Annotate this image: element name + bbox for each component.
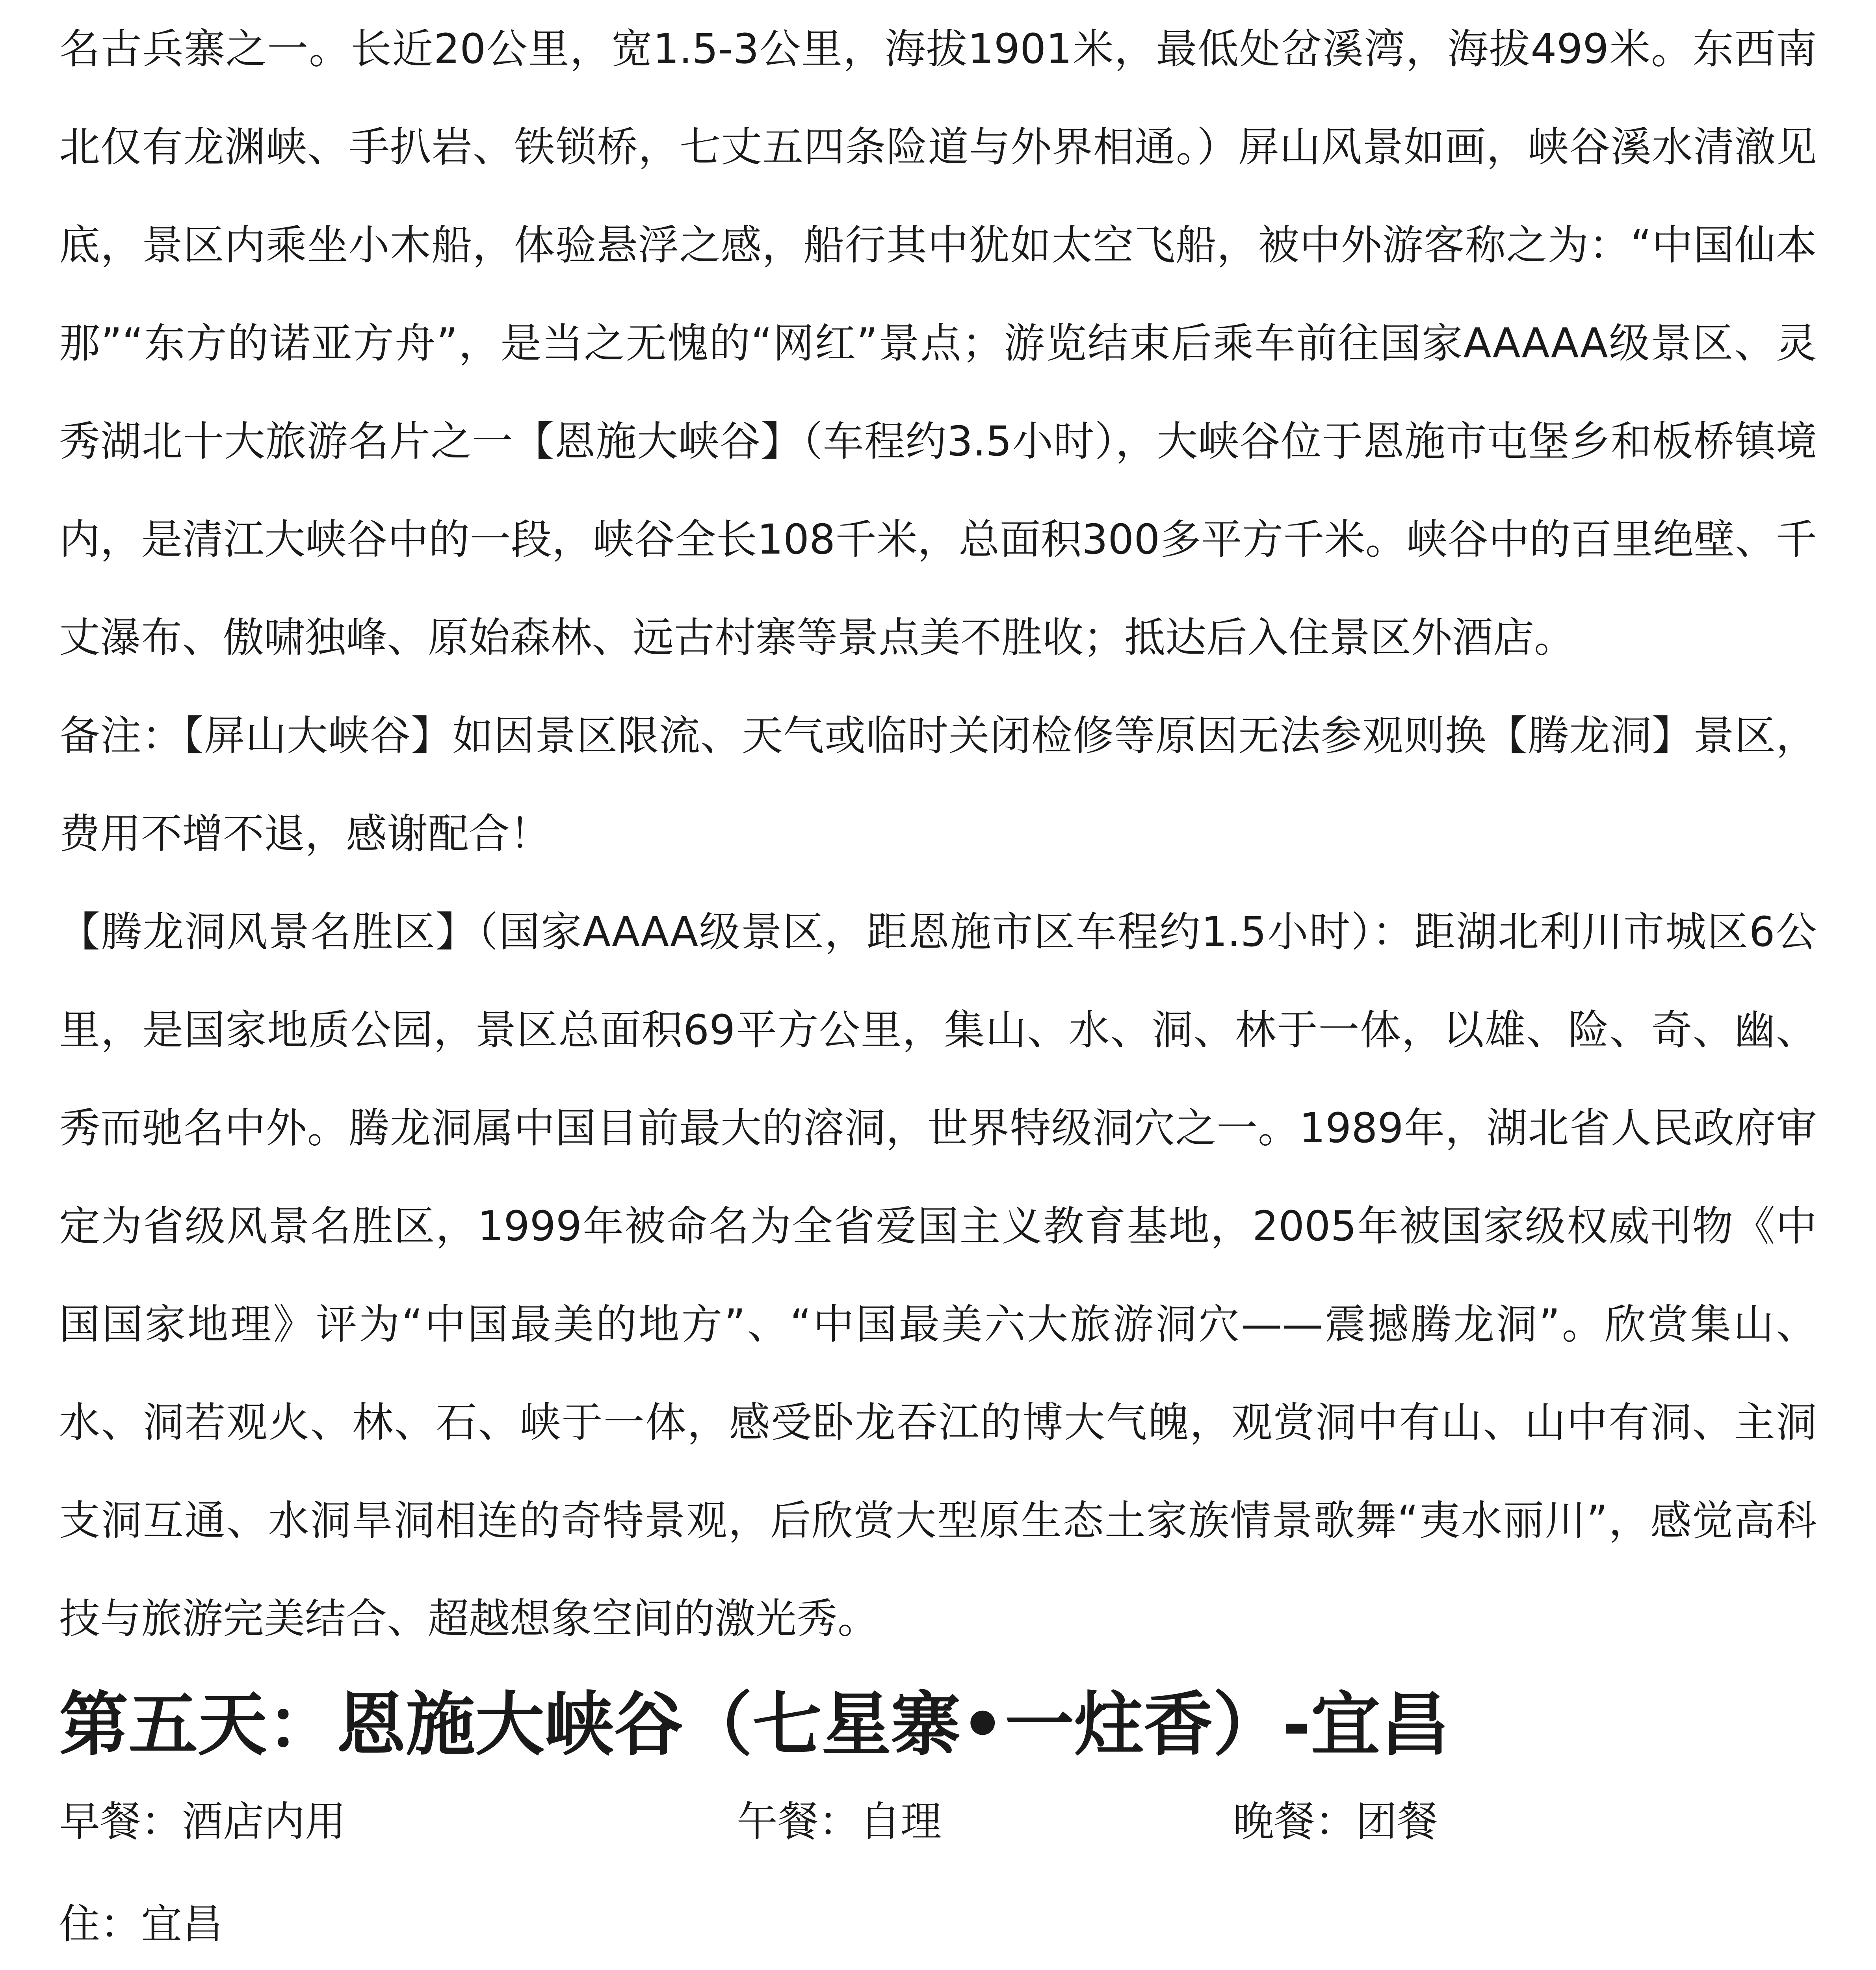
meal-breakfast: 早餐：酒店内用: [59, 1797, 346, 1845]
meal-lunch: 午餐：自理: [737, 1797, 942, 1845]
itinerary-paragraph-pingshan: 名古兵寨之一。长近20公里，宽1.5-3公里，海拔1901米，最低处岔溪湾，海拔499米。东西南北仅有龙渊峡、手扒岩、铁锁桥，七丈五四条险道与外界相通。）屏山风景如画，峡谷溪水清澈见底，景区内乘坐小木船，体验悬浮之感，船行其中犹如太空飞船，被中外游客称之为：“中国仙本那”“东方的诺亚方舟”，是当之无愧的“网红”景点；游览结束后乘车前往国家AAAAA级景区、灵秀湖北十大旅游名片之一【恩施大峡谷】（车程约3.5小时），大峡谷位于恩施市屯堡乡和板桥镇境内，是清江大峡谷中的一段，峡谷全长108千米，总面积300多平方千米。峡谷中的百里绝壁、千丈瀑布、傲啸独峰、原始森林、远古村寨等景点美不胜收；抵达后入住景区外酒店。: [59, 25, 1817, 662]
itinerary-note: 备注：【屏山大峡谷】如因景区限流、天气或临时关闭检修等原因无法参观则换【腾龙洞】景区，费用不增不退，感谢配合！: [59, 712, 1817, 858]
meals-row: [59, 1774, 1817, 1869]
day-five-title: 第五天：恩施大峡谷（七星寨•一炷香）-宜昌: [59, 1684, 1450, 1765]
itinerary-paragraph-tenglong-cave: 【腾龙洞风景名胜区】（国家AAAA级景区，距恩施市区车程约1.5小时）：距湖北利川市城区6公里，是国家地质公园，景区总面积69平方公里，集山、水、洞、林于一体，以雄、险、奇、幽、秀而驰名中外。腾龙洞属中国目前最大的溶洞，世界特级洞穴之一。1989年，湖北省人民政府审定为省级风景名胜区，1999年被命名为全省爱国主义教育基地，2005年被国家级权威刊物《中国国家地理》评为“中国最美的地方”、“中国最美六大旅游洞穴——震撼腾龙洞”。欣赏集山、水、洞若观火、林、石、峡于一体，感受卧龙吞江的博大气魄，观赏洞中有山、山中有洞、主洞支洞互通、水洞旱洞相连的奇特景观，后欣赏大型原生态土家族情景歌舞“夷水丽川”，感觉高科技与旅游完美结合、超越想象空间的激光秀。: [59, 908, 1817, 1643]
meal-dinner: 晚餐：团餐: [1233, 1797, 1438, 1845]
accommodation: 住：宜昌: [59, 1900, 223, 1948]
